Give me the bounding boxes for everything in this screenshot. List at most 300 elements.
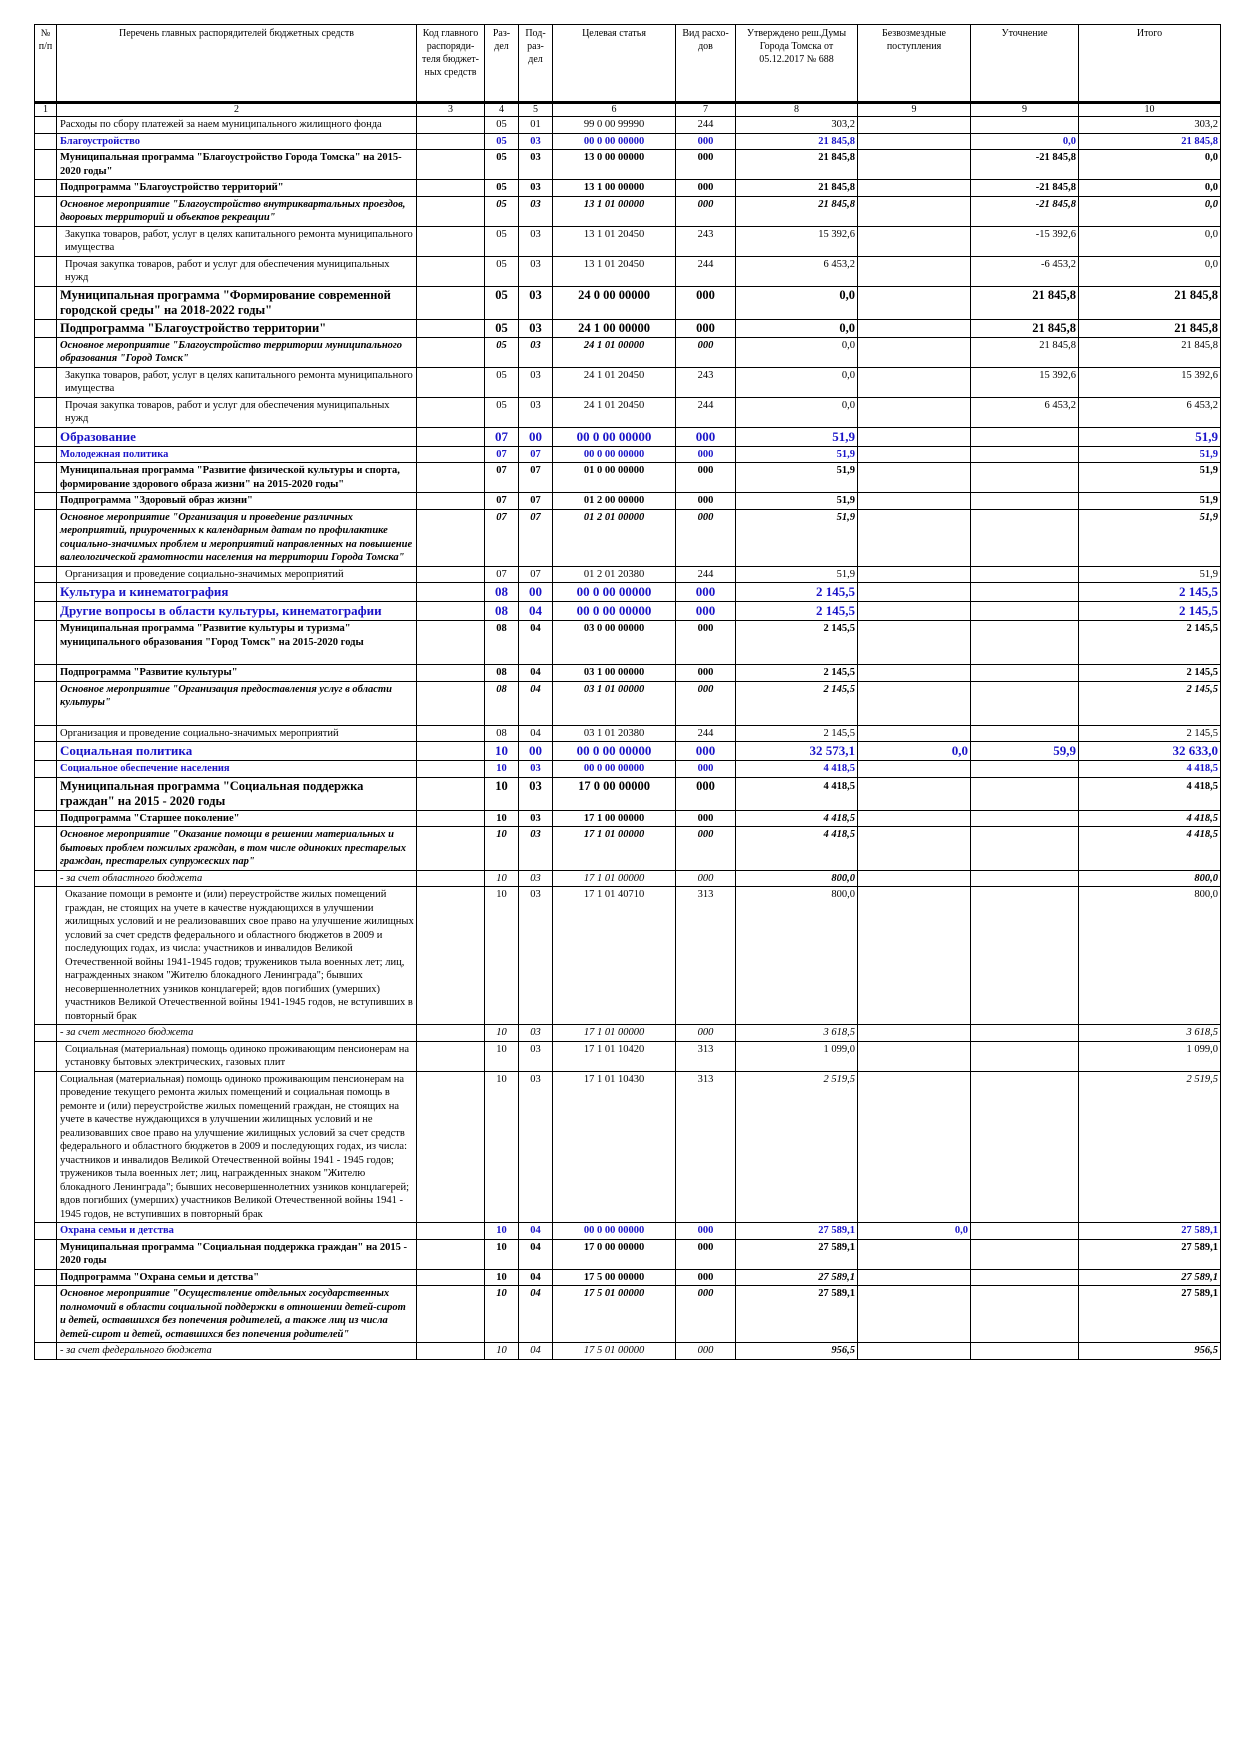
cell-razdel: 10	[485, 777, 519, 810]
cell-razdel: 07	[485, 446, 519, 463]
cell-code	[417, 583, 485, 602]
cell-clar	[971, 427, 1079, 446]
cell-name: Муниципальная программа "Социальная поддержка граждан" на 2015 - 2020 годы	[57, 1239, 417, 1269]
cell-name: Социальная (материальная) помощь одиноко проживающим пенсионерам на установку бытовых электрических, газовых плит	[57, 1041, 417, 1071]
col-index: 7	[676, 103, 736, 117]
cell-clar	[971, 681, 1079, 725]
cell-num	[35, 337, 57, 367]
cell-statya: 13 1 01 20450	[553, 256, 676, 286]
cell-podrazdel: 03	[519, 337, 553, 367]
cell-razdel: 08	[485, 621, 519, 665]
cell-vid: 000	[676, 870, 736, 887]
cell-code	[417, 665, 485, 682]
cell-name: Социальное обеспечение населения	[57, 761, 417, 778]
cell-razdel: 08	[485, 665, 519, 682]
cell-free	[858, 286, 971, 319]
cell-razdel: 05	[485, 196, 519, 226]
cell-vid: 000	[676, 133, 736, 150]
cell-num	[35, 621, 57, 665]
table-row	[35, 493, 1221, 510]
table-row	[35, 319, 1221, 337]
table-row	[35, 887, 1221, 1025]
table-row	[35, 1223, 1221, 1240]
cell-approved: 51,9	[736, 509, 858, 566]
cell-free	[858, 665, 971, 682]
cell-clar	[971, 725, 1079, 742]
cell-total: 303,2	[1079, 117, 1221, 134]
cell-code	[417, 117, 485, 134]
cell-total: 32 633,0	[1079, 742, 1221, 761]
cell-statya: 01 0 00 00000	[553, 463, 676, 493]
table-row	[35, 742, 1221, 761]
col-index: 5	[519, 103, 553, 117]
cell-approved: 21 845,8	[736, 150, 858, 180]
cell-total: 15 392,6	[1079, 367, 1221, 397]
cell-code	[417, 1343, 485, 1360]
cell-approved: 4 418,5	[736, 777, 858, 810]
cell-name: Муниципальная программа "Социальная поддержка граждан" на 2015 - 2020 годы	[57, 777, 417, 810]
cell-statya: 17 1 01 00000	[553, 870, 676, 887]
cell-code	[417, 150, 485, 180]
cell-approved: 51,9	[736, 493, 858, 510]
cell-code	[417, 256, 485, 286]
cell-name: Другие вопросы в области культуры, кинематографии	[57, 602, 417, 621]
cell-code	[417, 742, 485, 761]
cell-statya: 17 1 01 40710	[553, 887, 676, 1025]
cell-podrazdel: 03	[519, 256, 553, 286]
cell-free	[858, 810, 971, 827]
cell-podrazdel: 03	[519, 777, 553, 810]
cell-free	[858, 367, 971, 397]
cell-statya: 17 1 01 10430	[553, 1071, 676, 1223]
cell-vid: 000	[676, 446, 736, 463]
cell-num	[35, 493, 57, 510]
table-row	[35, 117, 1221, 134]
cell-clar	[971, 621, 1079, 665]
cell-approved: 3 618,5	[736, 1025, 858, 1042]
table-row	[35, 337, 1221, 367]
cell-vid: 313	[676, 1071, 736, 1223]
cell-statya: 03 0 00 00000	[553, 621, 676, 665]
cell-code	[417, 180, 485, 197]
cell-clar	[971, 463, 1079, 493]
col-header-clarification: Уточнение	[971, 25, 1079, 103]
cell-clar	[971, 1223, 1079, 1240]
cell-razdel: 05	[485, 226, 519, 256]
cell-num	[35, 319, 57, 337]
cell-approved: 6 453,2	[736, 256, 858, 286]
cell-clar: -6 453,2	[971, 256, 1079, 286]
cell-name: Закупка товаров, работ, услуг в целях капитального ремонта муниципального имущества	[57, 367, 417, 397]
cell-statya: 17 1 01 10420	[553, 1041, 676, 1071]
cell-total: 0,0	[1079, 196, 1221, 226]
cell-name: - за счет местного бюджета	[57, 1025, 417, 1042]
cell-vid: 000	[676, 583, 736, 602]
cell-num	[35, 827, 57, 871]
col-index: 4	[485, 103, 519, 117]
cell-razdel: 10	[485, 1269, 519, 1286]
cell-podrazdel: 00	[519, 427, 553, 446]
cell-free	[858, 1025, 971, 1042]
col-index: 6	[553, 103, 676, 117]
cell-name: Основное мероприятие "Организация и проведение различных мероприятий, приуроченных к календарным датам по профилактике социально-значимых проблем и мероприятий направленных на повышение валеологической грамотности населения на территории Города Томска"	[57, 509, 417, 566]
cell-podrazdel: 04	[519, 1223, 553, 1240]
cell-podrazdel: 04	[519, 1286, 553, 1343]
cell-clar	[971, 887, 1079, 1025]
table-row	[35, 725, 1221, 742]
cell-podrazdel: 03	[519, 1025, 553, 1042]
col-header-free: Безвозмездные поступления	[858, 25, 971, 103]
cell-code	[417, 1071, 485, 1223]
cell-podrazdel: 03	[519, 150, 553, 180]
table-row	[35, 621, 1221, 665]
cell-free	[858, 621, 971, 665]
cell-total: 21 845,8	[1079, 133, 1221, 150]
cell-approved: 0,0	[736, 319, 858, 337]
cell-statya: 17 1 01 00000	[553, 827, 676, 871]
cell-num	[35, 1071, 57, 1223]
cell-name: Муниципальная программа "Развитие физической культуры и спорта, формирование здорового образа жизни" на 2015-2020 годы"	[57, 463, 417, 493]
cell-approved: 21 845,8	[736, 196, 858, 226]
cell-podrazdel: 03	[519, 367, 553, 397]
cell-statya: 00 0 00 00000	[553, 1223, 676, 1240]
col-index: 10	[1079, 103, 1221, 117]
cell-podrazdel: 04	[519, 665, 553, 682]
cell-razdel: 08	[485, 681, 519, 725]
cell-name: - за счет областного бюджета	[57, 870, 417, 887]
cell-total: 2 145,5	[1079, 583, 1221, 602]
cell-free	[858, 196, 971, 226]
cell-code	[417, 681, 485, 725]
cell-free	[858, 337, 971, 367]
cell-code	[417, 509, 485, 566]
cell-num	[35, 150, 57, 180]
cell-free	[858, 761, 971, 778]
cell-clar: 15 392,6	[971, 367, 1079, 397]
cell-vid: 000	[676, 827, 736, 871]
cell-clar: 59,9	[971, 742, 1079, 761]
cell-name: Молодежная политика	[57, 446, 417, 463]
col-index: 9	[971, 103, 1079, 117]
cell-vid: 244	[676, 117, 736, 134]
cell-razdel: 07	[485, 566, 519, 583]
cell-razdel: 05	[485, 180, 519, 197]
cell-name: Основное мероприятие "Осуществление отдельных государственных полномочий в области социальной поддержки в отношении детей-сирот и детей, оставшихся без попечения родителей, а также лиц из числа детей-сирот и детей, оставшихся без попечения родителей"	[57, 1286, 417, 1343]
cell-razdel: 10	[485, 870, 519, 887]
cell-razdel: 05	[485, 117, 519, 134]
cell-free	[858, 681, 971, 725]
table-row	[35, 397, 1221, 427]
cell-statya: 24 1 01 00000	[553, 337, 676, 367]
cell-code	[417, 621, 485, 665]
cell-approved: 4 418,5	[736, 827, 858, 871]
cell-approved: 27 589,1	[736, 1286, 858, 1343]
cell-podrazdel: 04	[519, 621, 553, 665]
table-row	[35, 150, 1221, 180]
cell-clar	[971, 602, 1079, 621]
cell-code	[417, 1025, 485, 1042]
cell-podrazdel: 03	[519, 810, 553, 827]
cell-razdel: 10	[485, 1223, 519, 1240]
cell-total: 2 519,5	[1079, 1071, 1221, 1223]
cell-statya: 24 1 00 00000	[553, 319, 676, 337]
cell-statya: 24 1 01 20450	[553, 397, 676, 427]
cell-vid: 000	[676, 150, 736, 180]
cell-clar	[971, 761, 1079, 778]
cell-clar	[971, 665, 1079, 682]
cell-name: Образование	[57, 427, 417, 446]
cell-podrazdel: 04	[519, 602, 553, 621]
cell-razdel: 10	[485, 810, 519, 827]
cell-statya: 01 2 00 00000	[553, 493, 676, 510]
cell-approved: 2 519,5	[736, 1071, 858, 1223]
cell-free	[858, 133, 971, 150]
cell-total: 4 418,5	[1079, 810, 1221, 827]
cell-free	[858, 583, 971, 602]
cell-vid: 000	[676, 1239, 736, 1269]
cell-approved: 956,5	[736, 1343, 858, 1360]
cell-name: - за счет федерального бюджета	[57, 1343, 417, 1360]
cell-num	[35, 777, 57, 810]
cell-clar	[971, 810, 1079, 827]
cell-clar: -21 845,8	[971, 196, 1079, 226]
cell-statya: 24 0 00 00000	[553, 286, 676, 319]
cell-num	[35, 761, 57, 778]
cell-total: 2 145,5	[1079, 602, 1221, 621]
cell-vid: 313	[676, 887, 736, 1025]
cell-free	[858, 566, 971, 583]
cell-free	[858, 1239, 971, 1269]
cell-approved: 27 589,1	[736, 1223, 858, 1240]
table-row	[35, 827, 1221, 871]
table-row	[35, 367, 1221, 397]
cell-num	[35, 256, 57, 286]
cell-razdel: 10	[485, 827, 519, 871]
cell-approved: 800,0	[736, 887, 858, 1025]
cell-razdel: 10	[485, 1239, 519, 1269]
cell-total: 4 418,5	[1079, 761, 1221, 778]
cell-razdel: 07	[485, 427, 519, 446]
cell-code	[417, 446, 485, 463]
cell-total: 4 418,5	[1079, 777, 1221, 810]
cell-approved: 51,9	[736, 463, 858, 493]
table-row	[35, 602, 1221, 621]
col-header-total: Итого	[1079, 25, 1221, 103]
table-header-row	[35, 25, 1221, 103]
cell-num	[35, 681, 57, 725]
cell-num	[35, 1239, 57, 1269]
cell-razdel: 08	[485, 583, 519, 602]
table-row	[35, 1343, 1221, 1360]
cell-num	[35, 742, 57, 761]
cell-num	[35, 509, 57, 566]
cell-vid: 000	[676, 337, 736, 367]
cell-total: 21 845,8	[1079, 337, 1221, 367]
col-header-podrazdel: Под-раз-дел	[519, 25, 553, 103]
cell-approved: 51,9	[736, 566, 858, 583]
cell-num	[35, 286, 57, 319]
cell-free	[858, 446, 971, 463]
cell-razdel: 10	[485, 1343, 519, 1360]
cell-vid: 000	[676, 180, 736, 197]
col-index: 1	[35, 103, 57, 117]
cell-name: Муниципальная программа "Благоустройство Города Томска" на 2015-2020 годы"	[57, 150, 417, 180]
cell-vid: 244	[676, 256, 736, 286]
cell-free	[858, 226, 971, 256]
cell-statya: 17 5 01 00000	[553, 1286, 676, 1343]
table-row	[35, 761, 1221, 778]
cell-code	[417, 286, 485, 319]
cell-approved: 32 573,1	[736, 742, 858, 761]
cell-free	[858, 602, 971, 621]
cell-razdel: 10	[485, 761, 519, 778]
cell-code	[417, 887, 485, 1025]
cell-razdel: 05	[485, 256, 519, 286]
cell-code	[417, 777, 485, 810]
table-row	[35, 1239, 1221, 1269]
cell-code	[417, 397, 485, 427]
cell-vid: 000	[676, 1343, 736, 1360]
cell-free	[858, 1071, 971, 1223]
cell-vid: 000	[676, 286, 736, 319]
cell-total: 1 099,0	[1079, 1041, 1221, 1071]
cell-razdel: 05	[485, 319, 519, 337]
cell-total: 2 145,5	[1079, 665, 1221, 682]
cell-name: Социальная (материальная) помощь одиноко проживающим пенсионерам на проведение текущего ремонта жилых помещений и социальная помощь в ремонте и (или) переустройстве жилых помещений граждан, не стоящих на учете в качестве нуждающихся в улучшении жилищных условий и не реализовавших свое право на улучшение жилищных условий за счет средств федерального и областного бюджетов в 2009 и последующих годах, из числа: участников и инвалидов Великой Отечественной войны 1941 - 1945 годов; тружеников тыла военных лет; лиц, награжденных знаком "Жителю блокадного Ленинграда"; бывших несовершеннолетних узников концлагерей; вдов погибших (умерших) участников Великой Отечественной войны 1941 - 1945 годов, не вступивших в повторный брак	[57, 1071, 417, 1223]
cell-name: Муниципальная программа "Развитие культуры и туризма" муниципального образования "Город Томск" на 2015-2020 годы	[57, 621, 417, 665]
cell-podrazdel: 03	[519, 887, 553, 1025]
cell-clar	[971, 827, 1079, 871]
cell-razdel: 05	[485, 150, 519, 180]
col-header-approved: Утверждено реш.Думы Города Томска от 05.12.2017 № 688	[736, 25, 858, 103]
cell-code	[417, 761, 485, 778]
cell-statya: 03 1 00 00000	[553, 665, 676, 682]
cell-vid: 000	[676, 319, 736, 337]
cell-statya: 00 0 00 00000	[553, 761, 676, 778]
cell-vid: 000	[676, 742, 736, 761]
cell-approved: 303,2	[736, 117, 858, 134]
cell-podrazdel: 03	[519, 761, 553, 778]
cell-approved: 4 418,5	[736, 761, 858, 778]
cell-approved: 21 845,8	[736, 133, 858, 150]
cell-name: Основное мероприятие "Благоустройство внутриквартальных проездов, дворовых территорий и объектов рекреации"	[57, 196, 417, 226]
table-row	[35, 681, 1221, 725]
cell-statya: 13 1 00 00000	[553, 180, 676, 197]
cell-clar	[971, 493, 1079, 510]
cell-podrazdel: 04	[519, 1343, 553, 1360]
col-header-name: Перечень главных распорядителей бюджетных средств	[57, 25, 417, 103]
cell-free: 0,0	[858, 1223, 971, 1240]
cell-total: 2 145,5	[1079, 681, 1221, 725]
cell-approved: 51,9	[736, 446, 858, 463]
cell-vid: 000	[676, 196, 736, 226]
cell-razdel: 10	[485, 1286, 519, 1343]
cell-approved: 15 392,6	[736, 226, 858, 256]
col-header-statya: Целевая статья	[553, 25, 676, 103]
cell-approved: 0,0	[736, 286, 858, 319]
cell-vid: 243	[676, 226, 736, 256]
cell-code	[417, 870, 485, 887]
cell-free	[858, 319, 971, 337]
cell-code	[417, 196, 485, 226]
cell-clar	[971, 870, 1079, 887]
cell-num	[35, 117, 57, 134]
cell-razdel: 05	[485, 286, 519, 319]
cell-free	[858, 150, 971, 180]
cell-podrazdel: 04	[519, 1239, 553, 1269]
cell-num	[35, 1343, 57, 1360]
cell-statya: 99 0 00 99990	[553, 117, 676, 134]
cell-statya: 17 0 00 00000	[553, 777, 676, 810]
cell-total: 51,9	[1079, 446, 1221, 463]
cell-vid: 000	[676, 621, 736, 665]
cell-podrazdel: 03	[519, 133, 553, 150]
cell-free	[858, 725, 971, 742]
cell-statya: 00 0 00 00000	[553, 427, 676, 446]
cell-name: Оказание помощи в ремонте и (или) переустройстве жилых помещений граждан, не стоящих на учете в качестве нуждающихся в улучшении жилищных условий и не реализовавших свое право на улучшение жилищных условий за счет средств федерального и областного бюджетов в 2009 и последующих годах, из числа: участников и инвалидов Великой Отечественной войны 1941-1945 годов; тружеников тыла военных лет; лиц, награжденных знаком "Жителю блокадного Ленинграда"; бывших несовершеннолетних узников концлагерей; вдов погибших (умерших) участников Великой Отечественной войны 1941-1945 годов, не вступивших в повторный брак	[57, 887, 417, 1025]
cell-clar: -21 845,8	[971, 180, 1079, 197]
cell-podrazdel: 07	[519, 493, 553, 510]
cell-vid: 244	[676, 566, 736, 583]
cell-approved: 0,0	[736, 397, 858, 427]
cell-name: Организация и проведение социально-значимых мероприятий	[57, 725, 417, 742]
cell-code	[417, 827, 485, 871]
cell-code	[417, 367, 485, 397]
cell-total: 51,9	[1079, 463, 1221, 493]
cell-name: Подпрограмма "Развитие культуры"	[57, 665, 417, 682]
cell-total: 0,0	[1079, 226, 1221, 256]
budget-table	[34, 24, 1221, 1360]
cell-razdel: 08	[485, 602, 519, 621]
cell-free	[858, 1041, 971, 1071]
table-row	[35, 196, 1221, 226]
table-row	[35, 1041, 1221, 1071]
cell-podrazdel: 03	[519, 319, 553, 337]
cell-total: 27 589,1	[1079, 1286, 1221, 1343]
table-row	[35, 463, 1221, 493]
cell-clar	[971, 1286, 1079, 1343]
cell-podrazdel: 01	[519, 117, 553, 134]
cell-total: 6 453,2	[1079, 397, 1221, 427]
cell-statya: 00 0 00 00000	[553, 583, 676, 602]
cell-code	[417, 226, 485, 256]
cell-approved: 4 418,5	[736, 810, 858, 827]
cell-razdel: 10	[485, 1071, 519, 1223]
table-row	[35, 777, 1221, 810]
cell-num	[35, 665, 57, 682]
cell-vid: 000	[676, 493, 736, 510]
cell-vid: 000	[676, 810, 736, 827]
cell-statya: 00 0 00 00000	[553, 446, 676, 463]
cell-statya: 13 1 01 00000	[553, 196, 676, 226]
cell-clar: -15 392,6	[971, 226, 1079, 256]
cell-podrazdel: 04	[519, 681, 553, 725]
cell-code	[417, 810, 485, 827]
table-row	[35, 583, 1221, 602]
cell-approved: 27 589,1	[736, 1269, 858, 1286]
cell-podrazdel: 07	[519, 446, 553, 463]
cell-name: Основное мероприятие "Организация предоставления услуг в области культуры"	[57, 681, 417, 725]
cell-code	[417, 133, 485, 150]
cell-name: Подпрограмма "Благоустройство территории"	[57, 319, 417, 337]
cell-free	[858, 397, 971, 427]
cell-podrazdel: 07	[519, 463, 553, 493]
cell-free: 0,0	[858, 742, 971, 761]
col-index: 3	[417, 103, 485, 117]
cell-clar	[971, 1343, 1079, 1360]
cell-code	[417, 1239, 485, 1269]
cell-code	[417, 319, 485, 337]
